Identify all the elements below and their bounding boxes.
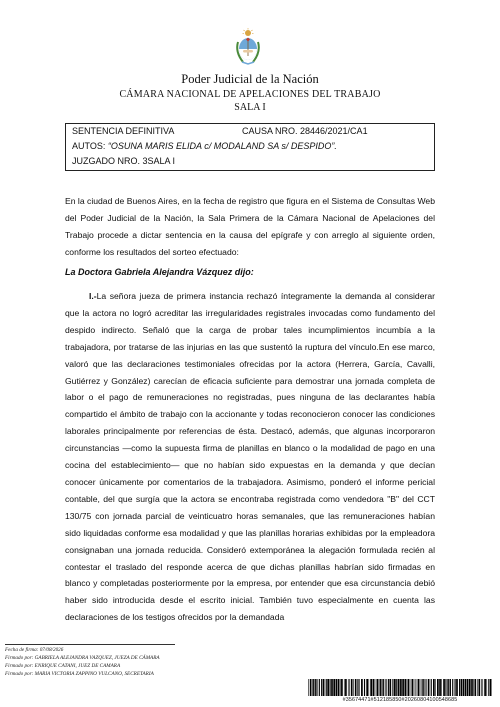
chamber-name: CÁMARA NACIONAL DE APELACIONES DEL TRABAJO bbox=[119, 89, 381, 100]
section-one-paragraph bbox=[65, 288, 435, 626]
section-number: I.- bbox=[89, 291, 97, 301]
sala-name: SALA I bbox=[234, 102, 266, 113]
signed-by-1: Firmado por: GABRIELA ALEJANDRA VAZQUEZ, JUEZA DE CÁMARA bbox=[5, 655, 160, 661]
intro-paragraph: En la ciudad de Buenos Aires, en la fecha de registro que figura en el Sistema de Consultas Web del Poder Judicial de la Nación, la Sala Primera de la Cámara Nacional de Apelaciones del Trabajo procede a dictar sentencia en la causa del epígrafe y con arreglo al siguiente orden, conforme los resultados del sorteo efectuado: bbox=[65, 196, 435, 257]
footer-divider bbox=[5, 644, 175, 645]
court-name: Poder Judicial de la Nación bbox=[181, 72, 319, 86]
national-crest-icon bbox=[233, 28, 263, 66]
juzgado-label: JUZGADO NRO. 3SALA I bbox=[72, 156, 176, 166]
barcode bbox=[308, 679, 492, 696]
autos-line bbox=[72, 141, 337, 151]
signed-by-3: Firmado por: MARIA VICTORIA ZAPPINO VULCANO, SECRETARIA bbox=[5, 671, 154, 677]
signature-date: Fecha de firma: 07/08/2026 bbox=[5, 647, 64, 653]
sentencia-label: SENTENCIA DEFINITIVA bbox=[72, 126, 175, 136]
signed-by-2: Firmado por: ENRIQUE CATANI, JUEZ DE CAMARA bbox=[5, 663, 121, 669]
judge-heading: La Doctora Gabriela Alejandra Vázquez dijo: bbox=[65, 267, 254, 277]
autos-label: AUTOS: bbox=[72, 141, 108, 151]
barcode-number: #35674471#512185850#20260804100548685 bbox=[342, 697, 458, 703]
case-info-box bbox=[65, 123, 435, 171]
section-one-text: La señora jueza de primera instancia rechazó íntegramente la demanda al considerar que la actora no logró acreditar las irregularidades registrales invocadas como fundamento del despido indirecto. Señaló que la carga de probar tales incumplimientos incumbía a la trabajadora, por tratarse de las injurias en las que sustentó la ruptura del vínculo.En ese marco, valoró que las declaraciones testimoniales ofrecidas por la actora (Herrera, García, Cavalli, Gutiérrez y González) carecían de eficacia suficiente para demostrar una jornada completa de labor o el pago de remuneraciones no registradas, pues ninguna de las declarantes había compartido el ámbito de trabajo con la accionante y todas reconocieron conocer las condiciones laborales principalmente por referencias de ésta. Destacó, además, que algunas incorporaron circunstancias —como la supuesta firma de planillas en blanco o la modalidad de pago en una cocina del establecimiento— que no habían sido expuestas en la demanda y que decían conocer únicamente por comentarios de la trabajadora. Asimismo, ponderó el informe pericial contable, del que surgía que la actora se encontraba registrada como vendedora "B" del CCT 130/75 con jornada parcial de veinticuatro horas semanales, que las remuneraciones habían sido liquidadas conforme esa modalidad y que las planillas horarias exhibidas por la empleadora consignaban una jornada reducida. Consideró extemporánea la alegación formulada recién al contestar el traslado del responde acerca de que dichas planillas habrían sido firmadas en blanco y completadas posteriormente por la empresa, por entender que esa circunstancia debió haber sido introducida desde el escrito inicial. También tuvo especialmente en cuenta las declaraciones de los testigos ofrecidos por la demandada bbox=[65, 291, 435, 623]
autos-value: “OSUNA MARIS ELIDA c/ MODALAND SA s/ DESPIDO”. bbox=[107, 141, 337, 151]
causa-number: CAUSA NRO. 28446/2021/CA1 bbox=[242, 126, 368, 136]
